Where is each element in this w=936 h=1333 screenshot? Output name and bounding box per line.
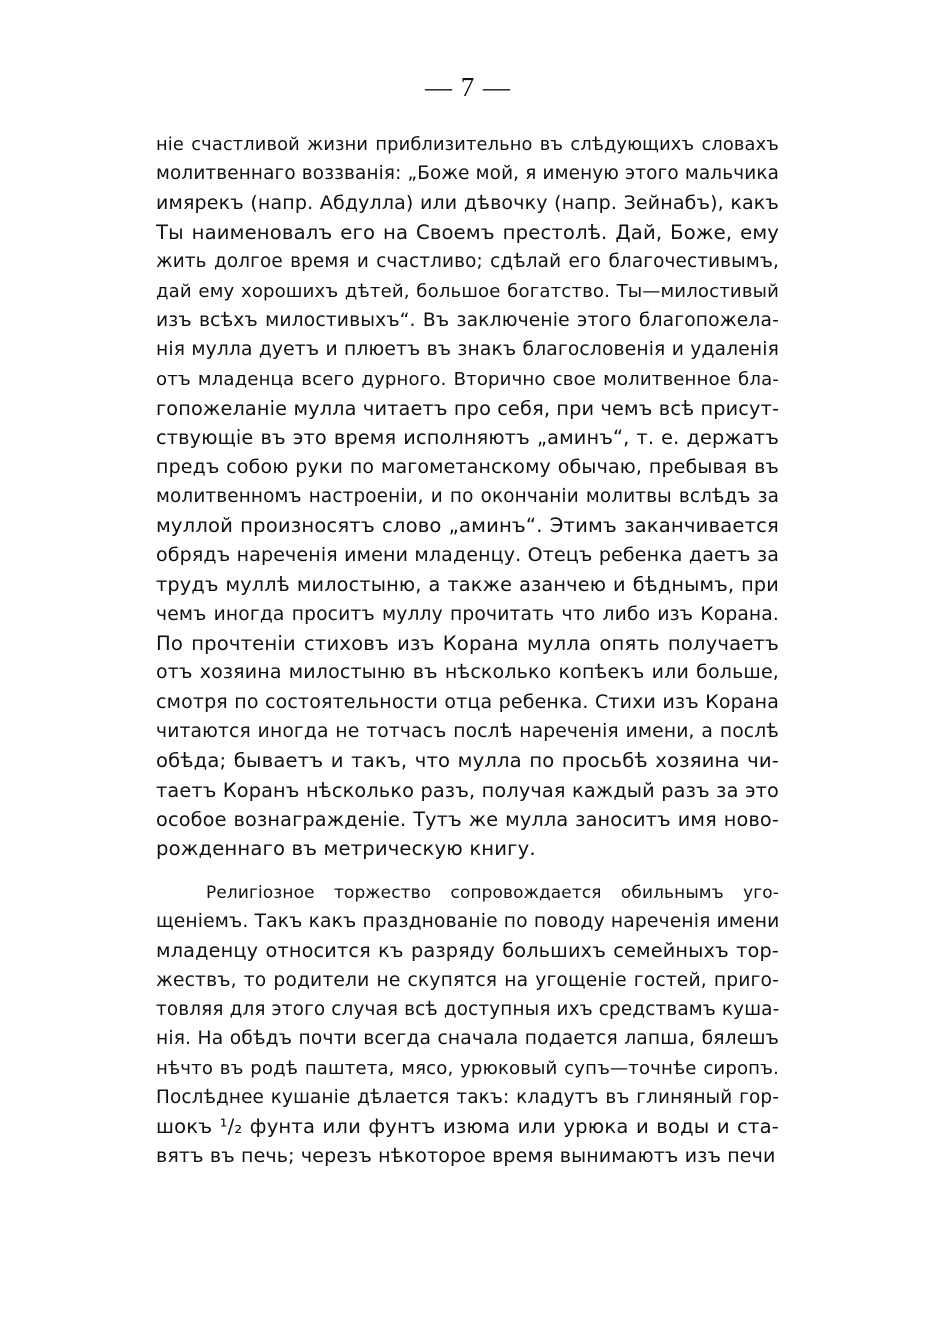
- text-line: молитвеннаго воззванія: „Боже мой, я именую этого мальчика: [156, 163, 779, 185]
- text-line: особое вознагражденіе. Тутъ же мулла заноситъ имя ново-: [156, 807, 779, 831]
- text-line: нія мулла дуетъ и плюетъ въ знакъ благословенія и удаленія: [156, 339, 779, 361]
- text-line: смотря по состоятельности отца ребенка. Стихи изъ Корана: [156, 690, 779, 713]
- text-line: молитвенномъ настроеніи, и по окончаніи молитвы вслѣдъ за: [156, 486, 779, 508]
- paragraph-gap: [156, 864, 779, 878]
- text-line: муллой произносятъ слово „аминъ“. Этимъ заканчивается: [156, 514, 779, 538]
- text-line: ніе счастливой жизни приблизительно въ слѣдующихъ словахъ: [156, 134, 779, 155]
- text-line: вятъ въ печь; черезъ нѣкоторое время вынимаютъ изъ печи: [156, 1144, 776, 1167]
- text-line: обрядъ нареченія имени младенцу. Отецъ ребенка даетъ за: [156, 543, 779, 566]
- paragraph: [156, 130, 779, 864]
- text-line: товляя для этого случая всѣ доступныя ихъ средствамъ куша-: [156, 998, 780, 1020]
- text-line: таетъ Коранъ нѣсколько разъ, получая каждый разъ за это: [156, 778, 779, 802]
- text-line: рожденнаго въ метрическую книгу.: [156, 837, 536, 861]
- body-text: [156, 130, 779, 1171]
- text-line: жествъ, то родители не скупятся на угощеніе гостей, приго-: [156, 969, 779, 991]
- text-line: Послѣднее кушаніе дѣлается такъ: кладутъ въ глиняный гор-: [156, 1087, 779, 1108]
- text-line: дай ему хорошихъ дѣтей, большое богатство. Ты—милостивый: [156, 280, 779, 302]
- text-line: шокъ ¹/₂ фунта или фунтъ изюма или урюка и воды и ста-: [156, 1115, 779, 1139]
- text-line: младенцу относится къ разряду большихъ семейныхъ тор-: [156, 939, 779, 963]
- text-line: щеніемъ. Такъ какъ празднованіе по поводу нареченія имени: [156, 910, 780, 932]
- text-line: нѣчто въ родѣ паштета, мясо, урюковый супъ—точнѣе сиропъ.: [156, 1057, 779, 1079]
- text-line: отъ хозяина милостыню въ нѣсколько копѣекъ или больше,: [156, 661, 779, 684]
- text-line: имярекъ (напр. Абдулла) или дѣвочку (напр. Зейнабъ), какъ: [156, 191, 779, 214]
- text-line: трудъ муллѣ милостыню, а также азанчею и бѣднымъ, при: [156, 573, 779, 597]
- text-line: предъ собою руки по магометанскому обычаю, пребывая въ: [156, 455, 779, 478]
- page-number: — 7 —: [425, 72, 511, 102]
- text-line: нія. На обѣдъ почти всегда сначала подается лапша, бялешъ: [156, 1028, 779, 1050]
- text-line: обѣда; бываетъ и такъ, что мулла по просьбѣ хозяина чи-: [156, 749, 779, 773]
- text-line: жить долгое время и счастливо; сдѣлай его благочестивымъ,: [156, 251, 779, 273]
- text-line: изъ всѣхъ милостивыхъ“. Въ заключеніе этого благопожела-: [156, 310, 779, 332]
- paragraph: [156, 878, 779, 1171]
- text-line: Ты наименовалъ его на Своемъ престолѣ. Дай, Боже, ему: [156, 221, 779, 245]
- text-line: ствующіе въ это время исполняютъ „аминъ“, т. е. держатъ: [156, 426, 779, 450]
- text-line: читаются иногда не тотчасъ послѣ нареченія имени, а послѣ: [156, 720, 779, 742]
- text-line: гопожеланіе мулла читаетъ про себя, при чемъ всѣ присут-: [156, 397, 780, 421]
- text-line: чемъ иногда проситъ муллу прочитать что либо изъ Корана.: [156, 603, 779, 625]
- text-line: Религіозное торжество сопровождается обильнымъ уго-: [206, 881, 779, 902]
- text-line: По прочтеніи стиховъ изъ Корана мулла опять получаетъ: [156, 631, 779, 655]
- text-line: отъ младенца всего дурного. Вторично свое молитвенное бла-: [156, 368, 779, 390]
